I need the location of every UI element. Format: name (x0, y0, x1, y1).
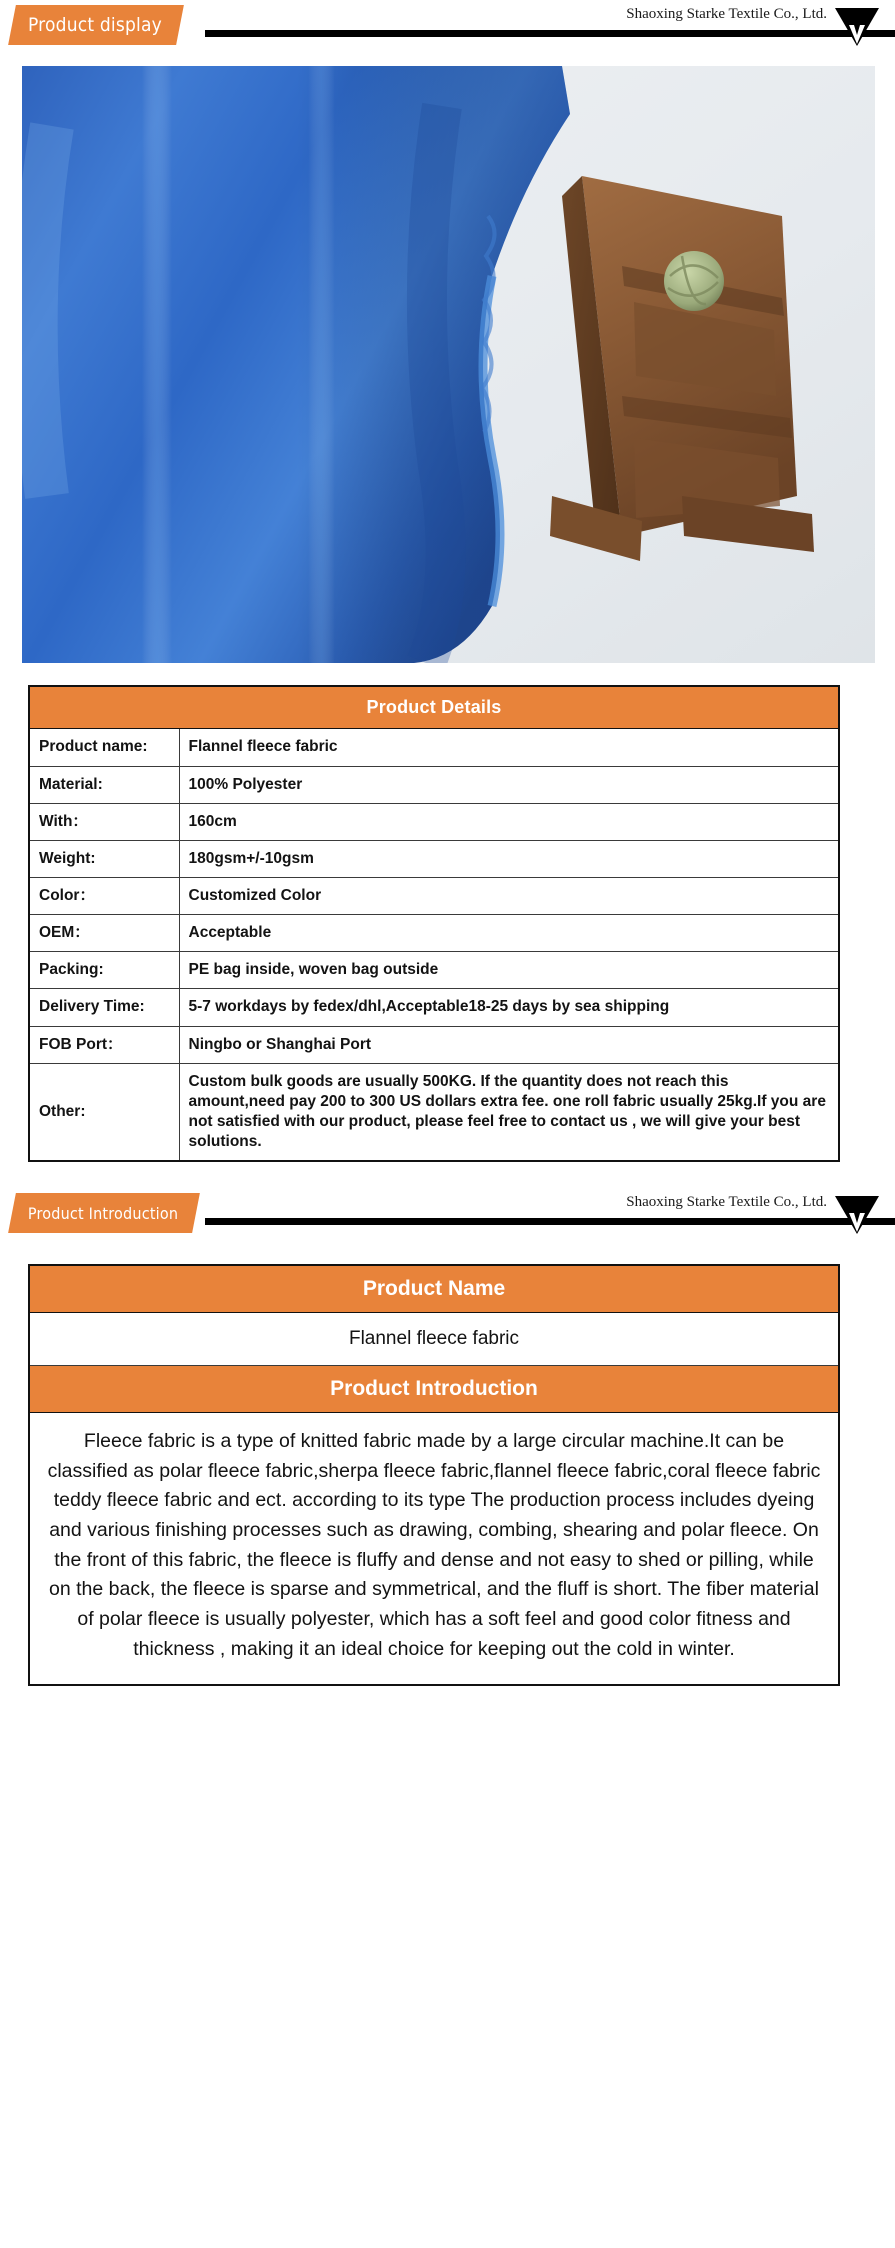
section-tag-product-display (8, 5, 184, 45)
row-label: OEM： (29, 915, 179, 952)
banner-rule (205, 1218, 895, 1225)
table-row (29, 803, 839, 840)
product-details-table (28, 685, 840, 1162)
product-introduction-table (28, 1264, 840, 1686)
company-name: Shaoxing Starke Textile Co., Ltd. (626, 6, 827, 22)
company-name: Shaoxing Starke Textile Co., Ltd. (626, 1194, 827, 1211)
product-name-value: Flannel fleece fabric (29, 1313, 839, 1366)
triangle-v-logo-icon (829, 1190, 885, 1238)
row-label: Other: (29, 1063, 179, 1161)
banner-product-introduction (0, 1188, 895, 1240)
product-photo (22, 66, 875, 663)
table-row (29, 729, 839, 766)
section-tag-label: Product Introduction (28, 1203, 179, 1223)
row-value: Flannel fleece fabric (179, 729, 839, 766)
table-row (29, 1413, 839, 1686)
table-row (29, 766, 839, 803)
row-value: PE bag inside, woven bag outside (179, 952, 839, 989)
table-row (29, 840, 839, 877)
row-label: Color： (29, 877, 179, 914)
row-value: 5-7 workdays by fedex/dhl,Acceptable18-25 days by sea shipping (179, 989, 839, 1026)
product-introduction-header: Product Introduction (29, 1366, 839, 1413)
row-label: Material: (29, 766, 179, 803)
details-table-header: Product Details (29, 686, 839, 729)
row-value: 160cm (179, 803, 839, 840)
row-value: Customized Color (179, 877, 839, 914)
row-label: Product name: (29, 729, 179, 766)
section-tag-product-introduction (8, 1193, 200, 1233)
banner-product-display (0, 0, 895, 52)
row-value: Acceptable (179, 915, 839, 952)
triangle-v-logo-icon (829, 2, 885, 50)
row-value: Custom bulk goods are usually 500KG. If the quantity does not reach this amount,need pay 200 to 300 US dollars extra fee. one roll fabric usually 25kg.If you are not satisfied with our product, please feel free to contact us , we will give your best solutions. (179, 1063, 839, 1161)
row-value: Ningbo or Shanghai Port (179, 1026, 839, 1063)
product-introduction-text: Fleece fabric is a type of knitted fabric made by a large circular machine.It can be classified as polar fleece fabric,sherpa fleece fabric,flannel fleece fabric,coral fleece fabric teddy fleece fabric and ect. according to its type The production process includes dyeing and various finishing processes such as drawing, combing, shearing and polar fleece. On the front of this fabric, the fleece is fluffy and dense and not easy to shed or pilling, while on the back, the fleece is sparse and symmetrical, and the fluff is short. The fiber material of polar fleece is usually polyester, which has a soft feel and good color fitness and thickness , making it an ideal choice for keeping out the cold in winter. (29, 1413, 839, 1686)
table-row (29, 1063, 839, 1161)
table-header-row (29, 686, 839, 729)
table-row (29, 877, 839, 914)
row-label: Weight: (29, 840, 179, 877)
row-value: 180gsm+/-10gsm (179, 840, 839, 877)
row-label: With： (29, 803, 179, 840)
table-row (29, 1313, 839, 1366)
table-header-row (29, 1366, 839, 1413)
table-header-row (29, 1265, 839, 1313)
section-tag-label: Product display (28, 14, 162, 36)
table-row (29, 952, 839, 989)
product-name-header: Product Name (29, 1265, 839, 1313)
banner-rule (205, 30, 895, 37)
row-value: 100% Polyester (179, 766, 839, 803)
row-label: FOB Port： (29, 1026, 179, 1063)
row-label: Delivery Time: (29, 989, 179, 1026)
table-row (29, 1026, 839, 1063)
row-label: Packing: (29, 952, 179, 989)
table-row (29, 989, 839, 1026)
table-row (29, 915, 839, 952)
